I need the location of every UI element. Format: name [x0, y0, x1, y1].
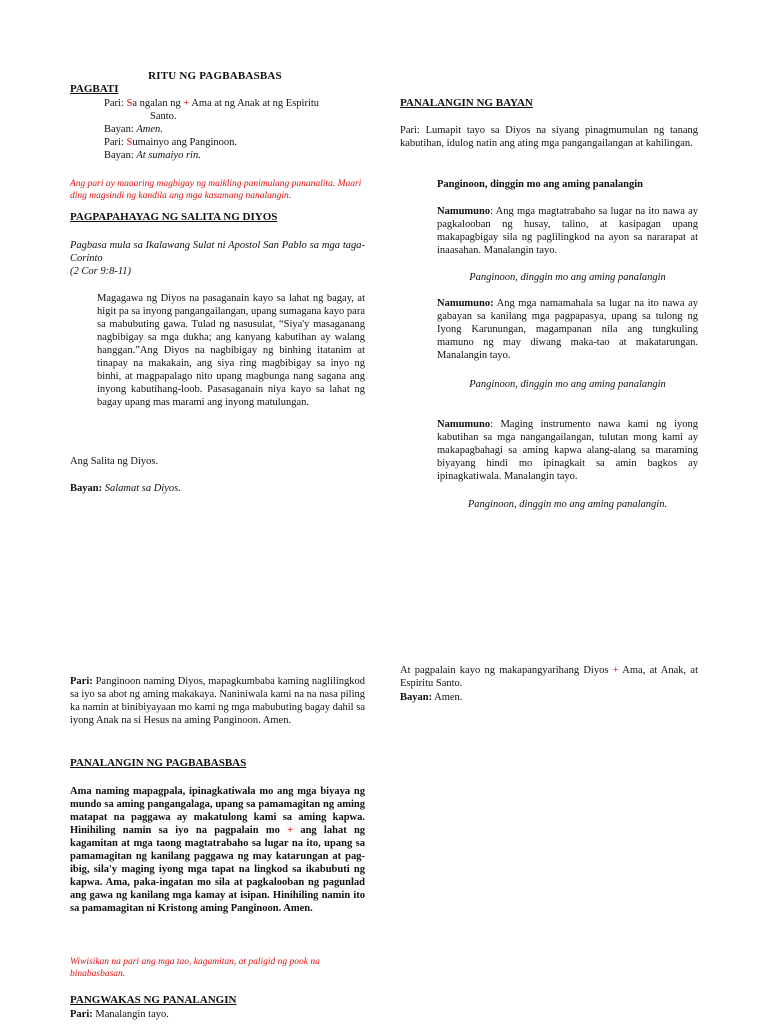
cross-icon: + [183, 98, 190, 109]
label-pari: Pari: [70, 676, 93, 687]
petition-2 [437, 297, 698, 362]
label-namumuno: Namumuno [437, 206, 491, 217]
pangwakas-heading: PANGWAKAS NG PANALANGIN [70, 994, 237, 1006]
blessing-text: At pagpalain kayo ng makapangyarihang Diyos [400, 665, 609, 676]
petition-text: : Ang mga magtatrabaho sa lugar na ito nawa ay pagkalooban ng husay, talino, at kasipagan upang makapagbigay sila ng paglilingkod na ayon sa nararapat at inaasahan. Manalangin tayo. [437, 206, 698, 256]
petition-3 [437, 418, 698, 483]
pagbati-line-4 [104, 149, 201, 162]
label-namumuno: Namumuno [437, 419, 491, 430]
response-text: Salamat sa Diyos. [104, 483, 181, 494]
blessing-text: Ama, at Anak, at Espiritu Santo. [400, 665, 699, 689]
prayer-text: Manalangin tayo. [92, 1009, 169, 1020]
red-initial: S [126, 137, 133, 148]
prayer-text: Panginoon naming Diyos, mapagkumbaba kaming naglilingkod sa iyo sa abot ng aming makakaya. Naniniwala kami na na nasa piling ka namin at binibiyayaan mo kami ng mga mabubuting bagay dahil sa iyong Anak na si Hesus na aming Panginoon. Amen. [70, 676, 365, 726]
response-text: At sumaiyo rin. [136, 150, 201, 161]
salita-heading: PAGPAPAHAYAG NG SALITA NG DIYOS [70, 211, 278, 223]
label-bayan: Bayan: [104, 124, 134, 135]
final-response [400, 691, 462, 704]
red-initial: S [126, 98, 133, 109]
pagbati-line-2 [104, 123, 163, 136]
response-3: Panginoon, dinggin mo ang aming panalangin. [467, 499, 668, 510]
response-2: Panginoon, dinggin mo ang aming panalangin [469, 379, 666, 390]
rubric-red: Ang pari ay maaaring magbigay ng maikling panimulang pananalita. Maari ding magsindi ng kandila ang mga kasamang nanalangin. [70, 179, 362, 201]
reading-text: Magagawa ng Diyos na pasaganain kayo sa lahat ng bagay, at higit pa sa inyong pangangailangan, upang sumagana kayo para sa mabubuting gawa. Tulad ng nasusulat, “Siya'y masaganang nagbibigay sa mga dukha; ang kanyang kabutihan ay walang hanggan.”Ang Diyos na nagbibigay ng binhing itatanim at tinapay na makakain, ang siya ring magbibigay sa inyo ng binhi, at magpapalago nito upang magbunga nang sagana ang inyong kabutihang-loob. Pasasaganain niya kayo sa lahat ng bagay upang mas marami ang inyong matulungan. [97, 293, 365, 408]
petition-1 [437, 205, 698, 257]
response-text: Amen. [432, 692, 463, 703]
reading-reference: (2 Cor 9:8-11) [70, 266, 132, 277]
final-blessing [400, 664, 698, 690]
label-bayan: Bayan: [104, 150, 134, 161]
response-bold: Panginoon, dinggin mo ang aming panalangin [437, 179, 643, 190]
prayer-text: Ama naming mapagpala, ipinagkatiwala mo ang mga biyaya ng mundo sa aming pangangalaga, upang sa pamamagitan ng aming matapat na paggawa ay makatulong kami sa aming kapwa. Hinihiling namin sa iyo na pagpalain mo [70, 786, 365, 836]
pari-opening-prayer [70, 675, 365, 727]
label-pari: Pari: [104, 137, 124, 148]
pagbabasbas-heading: PANALANGIN NG PAGBABASBAS [70, 757, 247, 769]
reading-response [70, 482, 181, 495]
response-1: Panginoon, dinggin mo ang aming panalangin [469, 272, 666, 283]
reading-closing: Ang Salita ng Diyos. [70, 456, 159, 467]
petition-text: Ang mga namamahala sa lugar na ito nawa ay gabayan sa kanilang mga pagpapasya, upang sa tulong ng Iyong Karunungan, magampanan nila ang tungkuling mamuno ng may diwang maka-tao at makatarungan. Manalangin tayo. [437, 298, 698, 361]
prayer-text: ang lahat ng kagamitan at mga taong magtatrabaho sa lugar na ito, upang sa pamamagitan ng kanilang paggawa ng may katarungan at pag-ibig, sila'y maging iyong mga tapat na lingkod sa ikabubuti ng kapwa. Ama, paka-ingatan mo sila at pagkalooban ng pagunlad ang gawa ng kanilang mga kamay at isipan. Hinihiling namin ito sa pamamagitan ni Kristong aming Panginoon. Amen. [70, 825, 366, 914]
pagbati-text: umainyo ang Panginoon. [132, 137, 238, 148]
pagbati-heading: PAGBATI [70, 83, 119, 95]
blessing-prayer [70, 785, 365, 915]
page-title: RITU NG PAGBABASBAS [148, 70, 282, 82]
petition-text: : Maging instrumento nawa kami ng iyong kabutihan sa mga nangangailangan, tulutan mong kami ay makapagbahagi sa aming kapwa alang-alang sa maraming biyayang hindi mo ipinagkait sa amin bagkos ay ipinagkatiwala. Manalangin tayo. [437, 419, 698, 482]
panalangin-bayan-heading: PANALANGIN NG BAYAN [400, 97, 533, 109]
pagbati-line-1b: Santo. [150, 111, 177, 122]
label-bayan: Bayan: [70, 483, 103, 494]
cross-icon: + [612, 665, 619, 676]
rubric-red-2: Wiwisikan na pari ang mga tao, kagamitan, at paligid ng pook na binabasbasan. [70, 957, 320, 979]
pagbati-text: Ama at ng Anak at ng Espiritu [191, 98, 320, 109]
label-namumuno: Namumuno: [437, 298, 494, 309]
bayan-intro: Pari: Lumapit tayo sa Diyos na siyang pinagmumulan ng tanang kabutihan, idulog natin ang ating mga pangangailangan at kahilingan. [400, 125, 698, 149]
reading-intro: Pagbasa mula sa Ikalawang Sulat ni Apostol San Pablo sa mga taga-Corinto [70, 240, 365, 264]
pagbati-line-1 [104, 97, 364, 110]
label-pari: Pari: [104, 98, 124, 109]
pagbati-text: a ngalan ng [132, 98, 181, 109]
pangwakas-line [70, 1008, 169, 1021]
cross-icon: + [287, 825, 294, 836]
label-bayan: Bayan: [400, 692, 433, 703]
label-pari: Pari: [70, 1009, 93, 1020]
response-text: Amen. [136, 124, 163, 135]
pagbati-line-3 [104, 136, 237, 149]
